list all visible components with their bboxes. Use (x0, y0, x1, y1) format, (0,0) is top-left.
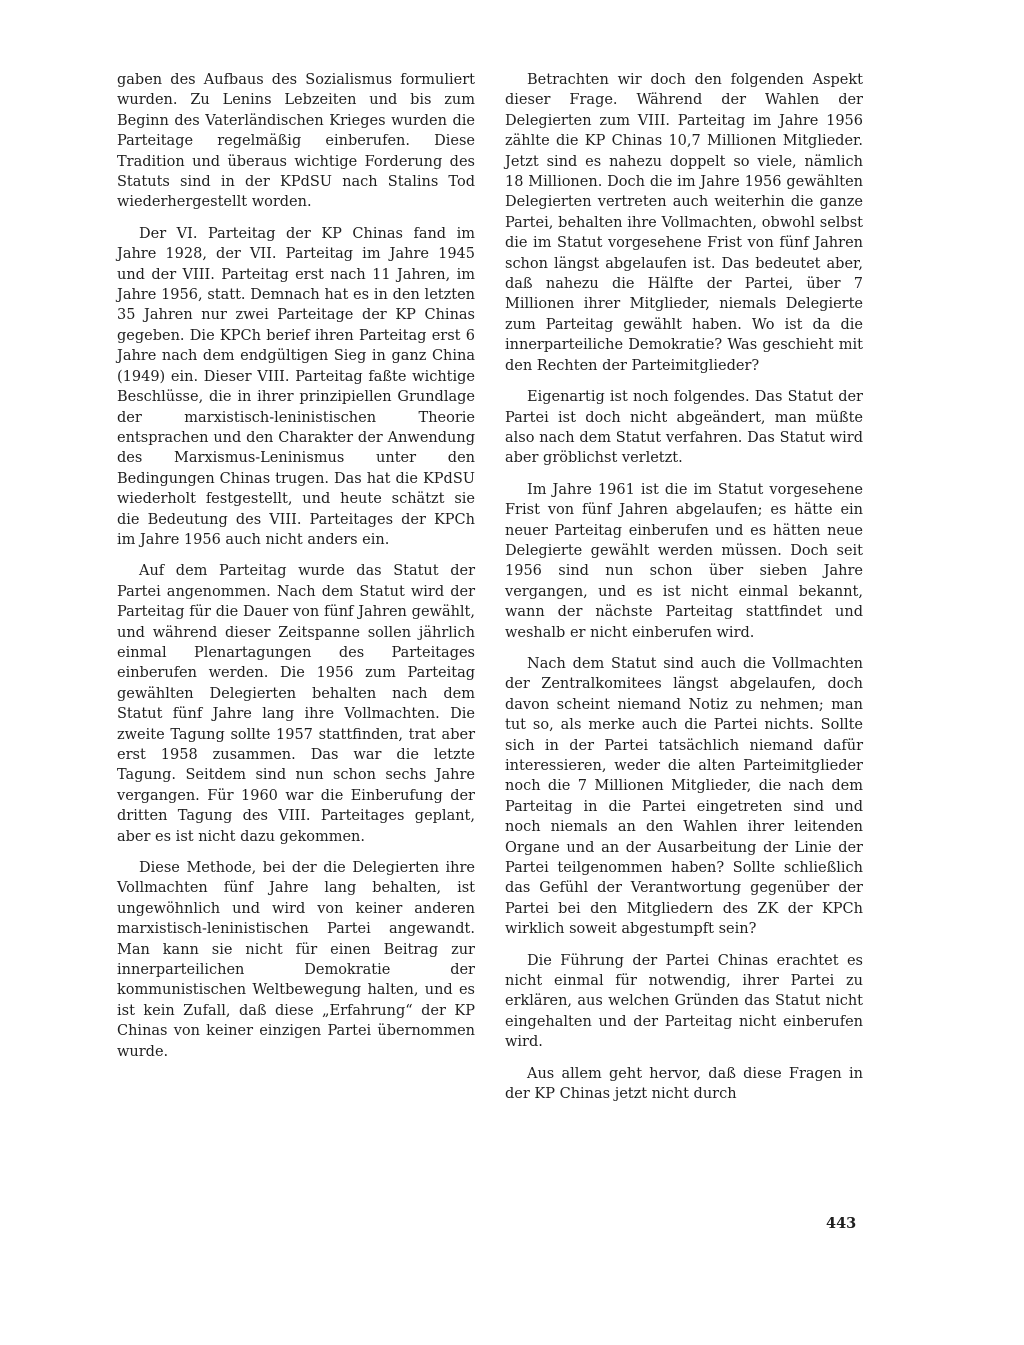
page-number: 443 (826, 1215, 857, 1232)
paragraph: gaben des Aufbaus des Sozialismus formuliert wurden. Zu Lenins Lebzeiten und bis zum Beginn des Vaterländischen Krieges wurden die Parteitage regelmäßig einberufen. Diese Tradition und überaus wichtige Forderung des Statuts sind in der KPdSU nach Stalins Tod wiederhergestellt worden. (117, 72, 475, 211)
paragraph: Betrachten wir doch den folgenden Aspekt dieser Frage. Während der Wahlen der Delegierten zum VIII. Parteitag im Jahre 1956 zählte die KP Chinas 10,7 Millionen Mitglieder. Jetzt sind es nahezu doppelt so viele, nämlich 18 Millionen. Doch die im Jahre 1956 gewählten Delegierten vertreten auch weiterhin die ganze Partei, behalten ihre Vollmachten, obwohl selbst die im Statut vorgesehene Frist von fünf Jahren schon längst abgelaufen ist. Das bedeutet aber, daß nahezu die Hälfte der Partei, über 7 Millionen ihrer Mitglieder, niemals Delegierte zum Parteitag gewählt haben. Wo ist da die innerparteiliche Demokratie? Was geschieht mit den Rechten der Parteimitglieder? (505, 72, 863, 374)
left-column (117, 70, 475, 1073)
paragraph: Diese Methode, bei der die Delegierten ihre Vollmachten fünf Jahre lang behalten, ist ungewöhnlich und wird von keiner anderen marxistisch-leninistischen Partei angewandt. Man kann sie nicht für einen Beitrag zur innerparteilichen Demokratie der kommunistischen Weltbewegung halten, und es ist kein Zufall, daß diese „Erfahrung“ der KP Chinas von keiner einzigen Partei übernommen wurde. (117, 860, 475, 1060)
paragraph: Auf dem Parteitag wurde das Statut der Partei angenommen. Nach dem Statut wird der Parteitag für die Dauer von fünf Jahren gewählt, und während dieser Zeitspanne sollen jährlich einmal Plenartagungen des Parteitages einberufen werden. Die 1956 zum Parteitag gewählten Delegierten behalten nach dem Statut fünf Jahre lang ihre Vollmachten. Die zweite Tagung sollte 1957 stattfinden, trat aber erst 1958 zusammen. Das war die letzte Tagung. Seitdem sind nun schon sechs Jahre vergangen. Für 1960 war die Einberufung der dritten Tagung des VIII. Parteitages geplant, aber es ist nicht dazu gekommen. (117, 563, 475, 845)
paragraph: Die Führung der Partei Chinas erachtet es nicht einmal für notwendig, ihrer Partei zu erklären, aus welchen Gründen das Statut nicht eingehalten und der Parteitag nicht einberufen wird. (505, 952, 863, 1051)
paragraph: Der VI. Parteitag der KP Chinas fand im Jahre 1928, der VII. Parteitag im Jahre 1945 und der VIII. Parteitag erst nach 11 Jahren, im Jahre 1956, statt. Demnach hat es in den letzten 35 Jahren nur zwei Parteitage der KP Chinas gegeben. Die KPCh berief ihren Parteitag erst 6 Jahre nach dem endgültigen Sieg in ganz China (1949) ein. Dieser VIII. Parteitag faßte wichtige Beschlüsse, die in ihrer prinzipiellen Grundlage der marxistisch-leninistischen Theorie entsprachen und den Charakter der Anwendung des Marxismus-Leninismus unter den Bedingungen Chinas trugen. Das hat die KPdSU wiederholt festgestellt, und heute schätzt sie die Bedeutung des VIII. Parteitages der KPCh im Jahre 1956 auch nicht anders ein. (117, 225, 475, 548)
paragraph: Eigenartig ist noch folgendes. Das Statut der Partei ist doch nicht abgeändert, man müßte also nach dem Statut verfahren. Das Statut wird aber gröblichst verletzt. (505, 389, 863, 467)
paragraph: Aus allem geht hervor, daß diese Fragen in der KP Chinas jetzt nicht durch (505, 1065, 863, 1103)
paragraph: Im Jahre 1961 ist die im Statut vorgesehene Frist von fünf Jahren abgelaufen; es hätte ein neuer Parteitag einberufen und es hätten neue Delegierte gewählt werden müssen. Doch seit 1956 sind nun schon über sieben Jahre vergangen, und es ist nicht einmal bekannt, wann der nächste Parteitag stattfindet und weshalb er nicht einberufen wird. (505, 481, 863, 641)
paragraph: Nach dem Statut sind auch die Vollmachten der Zentralkomitees längst abgelaufen, doch davon scheint niemand Notiz zu nehmen; man tut so, als merke auch die Partei nichts. Sollte sich in der Partei tatsächlich niemand dafür interessieren, weder die alten Parteimitglieder noch die 7 Millionen Mitglieder, die nach dem Parteitag in die Partei eingetreten sind und noch niemals an den Wahlen ihrer leitenden Organe und an der Ausarbeitung der Linie der Partei teilgenommen haben? Sollte schließlich das Gefühl der Verantwortung gegenüber der Partei bei den Mitgliedern des ZK der KPCh wirklich soweit abgestumpft sein? (505, 655, 863, 938)
right-column (505, 70, 863, 1116)
